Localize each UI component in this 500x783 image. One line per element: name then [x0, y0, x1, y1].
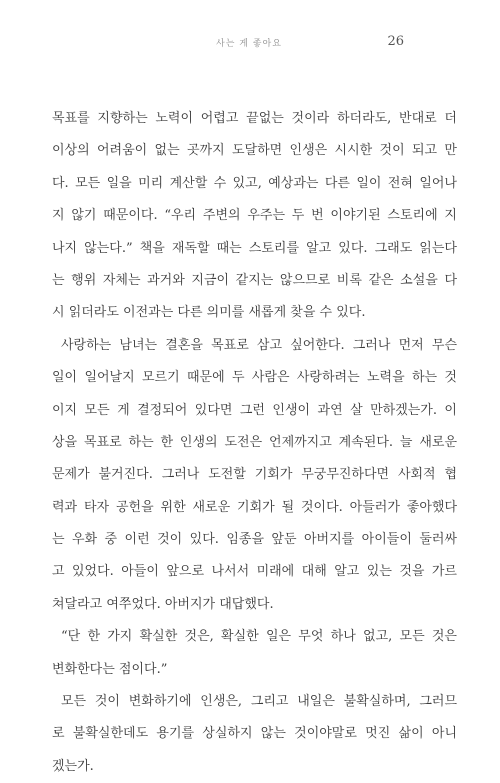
- text-line: 쳐달라고 여쭈었다. 아버지가 대답했다.: [52, 596, 274, 612]
- paragraph: [52, 621, 457, 686]
- text-line: 상을 목표로 하는 한 인생의 도전은 언제까지고 계속된다. 늘 새로운: [52, 434, 457, 450]
- paragraph: [52, 686, 457, 783]
- text-line: 이상의 어려움이 없는 곳까지 도달하면 인생은 시시한 것이 되고 만: [52, 143, 457, 159]
- text-line: 목표를 지향하는 노력이 어렵고 끝없는 것이라 하더라도, 반대로 더: [52, 111, 457, 126]
- text-line: 지 않기 때문이다. “우리 주변의 우주는 두 번 이야기된 스토리에 지: [52, 208, 457, 224]
- text-line: “단 한 가지 확실한 것은, 확실한 일은 무엇 하나 없고, 모든 것은: [61, 629, 457, 645]
- text-line: 문제가 불거진다. 그러나 도전할 기회가 무궁무진하다면 사회적 협: [52, 467, 457, 483]
- paragraph: [52, 330, 457, 622]
- running-head: 사는 게 좋아요: [216, 39, 282, 49]
- text-line: 는 우화 중 이런 것이 있다. 임종을 앞둔 아버지를 아이들이 둘러싸: [52, 532, 457, 548]
- text-line: 력과 타자 공헌을 위한 새로운 기회가 될 것이다. 아들러가 좋아했다: [52, 499, 457, 515]
- text-line: 로 불확실한데도 용기를 상실하지 않는 것이야말로 멋진 삶이 아니: [52, 726, 457, 742]
- text-line: 모든 것이 변화하기에 인생은, 그리고 내일은 불확실하며, 그러므: [61, 694, 457, 710]
- text-line: 고 있었다. 아들이 앞으로 나서서 미래에 대해 알고 있는 것을 가르: [52, 564, 457, 580]
- text-line: 다. 모든 일을 미리 계산할 수 있고, 예상과는 다른 일이 전혀 일어나: [52, 175, 457, 191]
- text-line: 시 읽더라도 이전과는 다른 의미를 새롭게 찾을 수 있다.: [52, 305, 366, 321]
- text-line: 사랑하는 남녀는 결혼을 목표로 삼고 싶어한다. 그러나 먼저 무슨: [61, 337, 457, 353]
- text-line: 변화한다는 점이다.”: [52, 661, 168, 677]
- text-line: 는 행위 자체는 과거와 지금이 같지는 않으므로 비록 같은 소설을 다: [52, 272, 457, 288]
- body-text: [52, 103, 457, 783]
- text-line: 겠는가.: [52, 758, 94, 774]
- text-line: 이지 모든 게 결정되어 있다면 그런 인생이 과연 살 만하겠는가. 이: [52, 402, 457, 418]
- text-line: 나지 않는다.” 책을 재독할 때는 스토리를 알고 있다. 그래도 읽는다: [52, 240, 457, 256]
- paragraph: [52, 103, 457, 330]
- text-line: 일이 일어날지 모르기 때문에 두 사람은 사랑하려는 노력을 하는 것: [52, 370, 457, 386]
- page-header: [0, 34, 500, 54]
- page-number: 26: [387, 34, 404, 49]
